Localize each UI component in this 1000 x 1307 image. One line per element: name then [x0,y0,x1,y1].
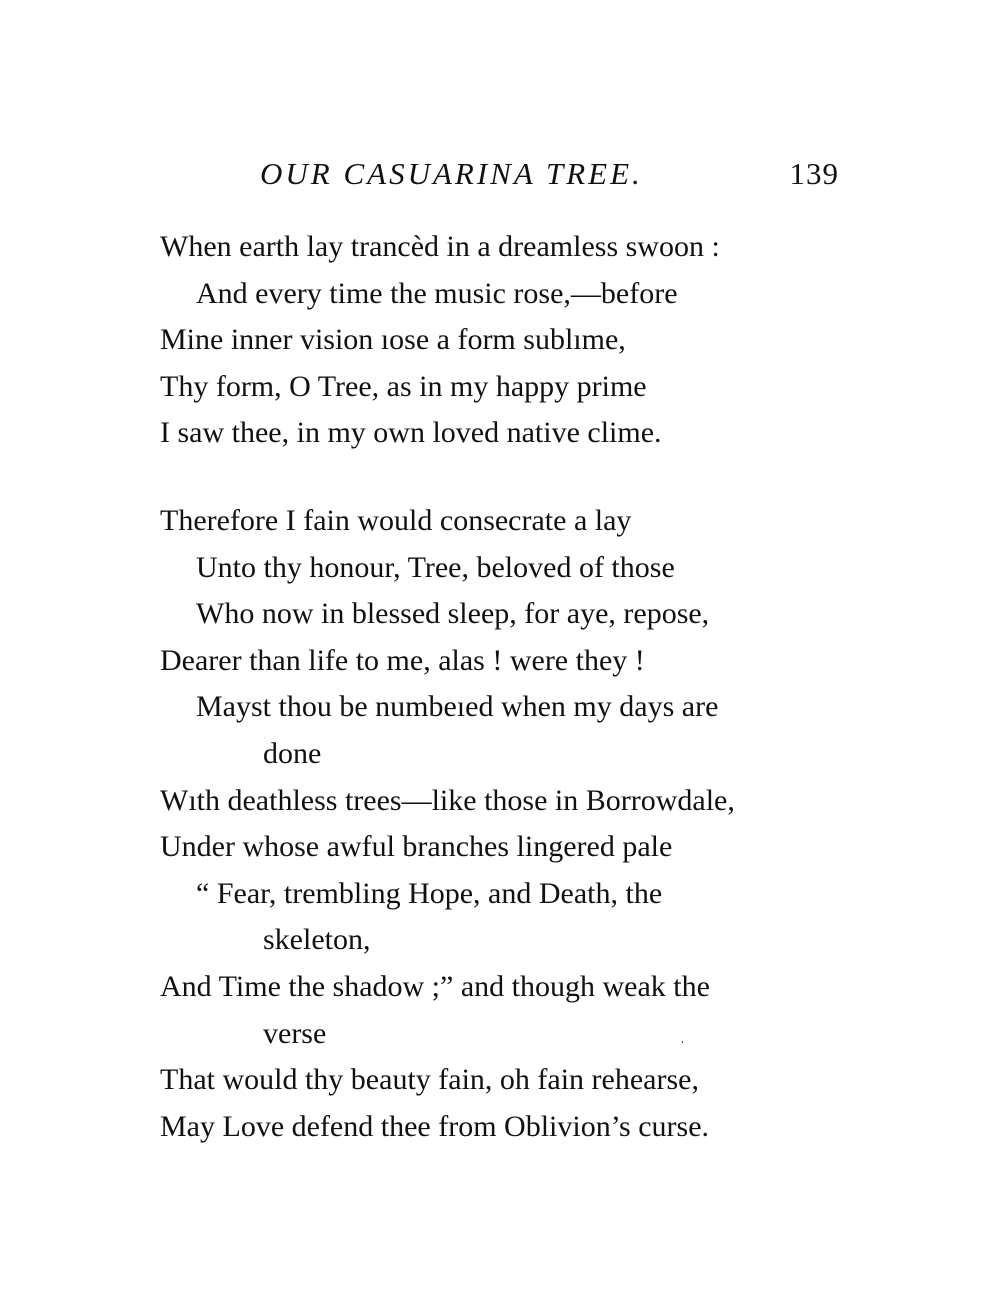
poem-line-turnover: verse [263,1016,327,1050]
poem-line: Mine inner vision ıose a form sublıme, [160,323,626,357]
poem-line: That would thy beauty fain, oh fain rehearse, [160,1063,699,1097]
poem-line: And Time the shadow ;” and though weak the [160,969,710,1003]
poem-line: “ Fear, trembling Hope, and Death, the [196,876,663,910]
print-speck: ˌ [680,1029,685,1044]
poem-line: May Love defend thee from Oblivion’s curse. [160,1109,710,1143]
stanza-2 [160,498,850,1150]
poem-line: Mayst thou be numbeıed when my days are [196,690,719,724]
poem-line: Who now in blessed sleep, for aye, repose, [196,597,710,631]
page-header [160,152,845,196]
poem-line: I saw thee, in my own loved native clime. [160,416,662,450]
poem-line-turnover: skeleton, [263,923,371,957]
poem-line: Dearer than life to me, alas ! were they ! [160,643,645,677]
stanza-1 [160,224,850,457]
poem-line-turnover: done [263,736,322,770]
poem-line: Wıth deathless trees—like those in Borrowdale, [160,783,735,817]
poem-line: Unto thy honour, Tree, beloved of those [196,550,675,584]
poem-line: And every time the music rose,—before [196,276,678,310]
poem-line: Under whose awful branches lingered pale [160,830,673,864]
page-number: 139 [789,156,839,191]
running-title: OUR CASUARINA TREE. [260,156,643,191]
poem-line: Therefore I fain would consecrate a lay [160,504,632,537]
poem-line: When earth lay trancèd in a dreamless swoon : [160,230,720,263]
poem-line: Thy form, O Tree, as in my happy prime [160,369,647,403]
